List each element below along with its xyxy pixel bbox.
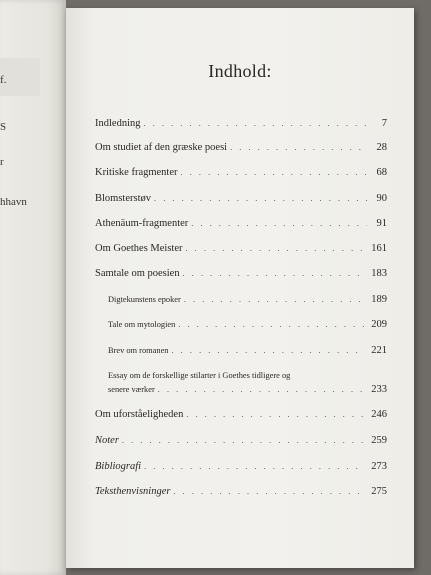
toc-subentry [108,371,387,397]
toc-entry-label: Tale om mytologien [108,320,176,329]
toc-entry-page: 90 [376,193,387,204]
dot-leader [173,487,365,499]
left-page-fragment: r [0,156,4,168]
toc-entry-label: Noter [95,435,119,446]
left-page-fragment: S [0,121,7,133]
toc-entry [95,218,387,231]
toc-entry-label: Essay om de forskellige stilarter i Goethes tidligere og [108,371,291,380]
dot-leader [144,119,368,131]
toc-entry-page: 28 [376,142,387,153]
dot-leader [158,385,366,397]
toc-subentry [108,345,387,358]
toc-entry-page: 233 [371,384,387,395]
toc-entry-page: 221 [371,345,387,356]
toc-entry-page: 161 [371,243,387,254]
dot-leader [181,168,367,180]
toc-entry-page: 91 [376,218,387,229]
toc-entry [95,435,387,448]
dot-leader [178,320,365,332]
dot-leader [154,194,367,206]
toc-entry [95,243,387,256]
toc-entry-page: 275 [371,486,387,497]
toc-entry-page: 246 [371,409,387,420]
toc-entry-page: 209 [371,319,387,330]
toc-subentry [108,319,387,332]
toc-entry-label: Blomsterstøv [95,193,152,204]
dot-leader [230,143,367,155]
dot-leader [186,410,365,422]
toc-subentry [108,294,387,307]
left-page-fragment: f. [0,74,7,86]
toc-entry-label-continued: senere værker [108,385,155,394]
toc-entry-label: Indledning [95,118,141,129]
toc-entry [95,461,387,474]
toc-entry-label: Digtekunstens epoker [108,295,181,304]
toc-entry-label: Teksthenvisninger [95,486,171,497]
toc-entry [95,409,387,422]
toc-entry-label: Bibliografi [95,461,142,472]
toc-entry-page: 273 [371,461,387,472]
toc-entry-label: Athenäum-fragmenter [95,218,189,229]
page-title: Indhold: [208,61,272,81]
toc-entry [95,486,387,499]
toc-page [66,8,414,568]
left-page [0,0,66,575]
toc-entry-page: 259 [371,435,387,446]
toc-entry-page: 183 [371,268,387,279]
toc-entry [95,193,387,206]
toc-entry-label: Om uforståeligheden [95,409,184,420]
toc-entry-page: 189 [371,294,387,305]
toc-entry [95,167,387,180]
dot-leader [183,269,366,281]
dot-leader [144,462,365,474]
toc-entry-label: Om studiet af den græske poesi [95,142,228,153]
toc-entry-page: 68 [376,167,387,178]
dot-leader [171,346,365,358]
toc-entry-page: 7 [381,118,387,129]
dot-leader [122,436,365,448]
left-page-fragment: hhavn [0,196,27,208]
toc-entry [95,268,387,281]
toc-entry-label: Kritiske fragmenter [95,167,178,178]
toc-entry [95,118,387,131]
dot-leader [191,219,367,231]
dot-leader [184,295,365,307]
toc-entry-label: Om Goethes Meister [95,243,183,254]
dot-leader [185,244,365,256]
toc-entry-label: Brev om romanen [108,346,169,355]
toc-entry [95,142,387,155]
toc-entry-label: Samtale om poesien [95,268,180,279]
